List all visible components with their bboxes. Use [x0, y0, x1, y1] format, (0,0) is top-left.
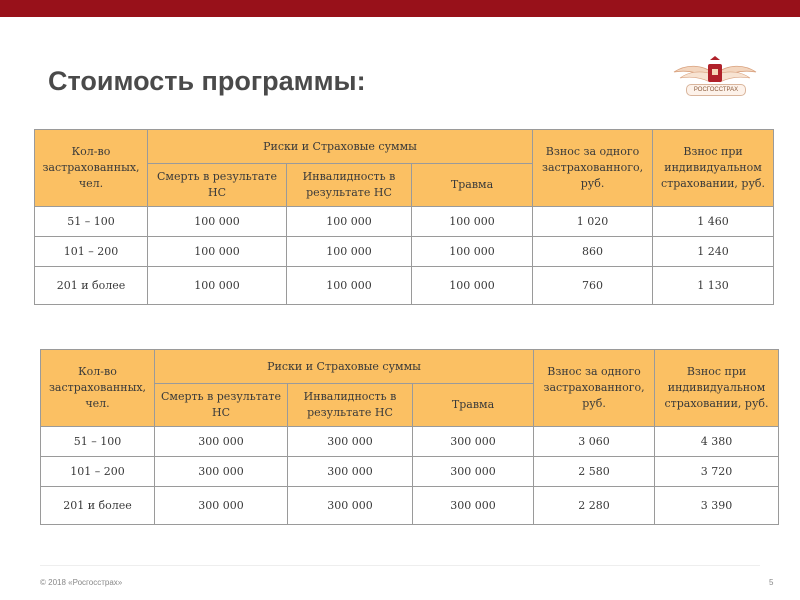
- cell-disability: 100 000: [287, 237, 412, 267]
- cell-premium-one: 2 580: [534, 457, 655, 487]
- cell-death: 100 000: [148, 237, 287, 267]
- top-bar: [0, 0, 800, 17]
- cell-count: 101 – 200: [41, 457, 155, 487]
- cell-count: 101 – 200: [35, 237, 148, 267]
- header-death: Смерть в результате НС: [148, 164, 287, 207]
- cell-death: 100 000: [148, 267, 287, 305]
- cell-premium-individual: 1 460: [653, 207, 774, 237]
- cell-disability: 300 000: [288, 487, 413, 525]
- cell-disability: 100 000: [287, 207, 412, 237]
- cell-death: 100 000: [148, 207, 287, 237]
- table-row: [35, 267, 774, 305]
- header-premium-individual: Взнос при индивидуальном страховании, руб.: [655, 350, 779, 427]
- header-trauma: Травма: [413, 384, 534, 427]
- cell-premium-one: 3 060: [534, 427, 655, 457]
- price-table-1: [34, 129, 774, 305]
- cell-count: 201 и более: [41, 487, 155, 525]
- cell-premium-one: 2 280: [534, 487, 655, 525]
- header-disability: Инвалидность в результате НС: [288, 384, 413, 427]
- header-risks: Риски и Страховые суммы: [155, 350, 534, 384]
- table-row: [35, 237, 774, 267]
- cell-disability: 300 000: [288, 457, 413, 487]
- table-row: [35, 207, 774, 237]
- logo-text: РОСГОССТРАХ: [686, 84, 746, 96]
- page-title: Стоимость программы:: [48, 66, 366, 96]
- header-premium-one: Взнос за одного застрахованного, руб.: [534, 350, 655, 427]
- footer-divider: [40, 565, 760, 566]
- cell-premium-individual: 4 380: [655, 427, 779, 457]
- cell-premium-individual: 1 240: [653, 237, 774, 267]
- table-row: [41, 487, 779, 525]
- table-row: [41, 457, 779, 487]
- cell-count: 51 – 100: [35, 207, 148, 237]
- table-header-row: [35, 130, 774, 164]
- cell-trauma: 100 000: [412, 267, 533, 305]
- cell-trauma: 100 000: [412, 207, 533, 237]
- page-number: 5: [769, 578, 774, 587]
- cell-trauma: 300 000: [413, 427, 534, 457]
- cell-disability: 300 000: [288, 427, 413, 457]
- cell-count: 201 и более: [35, 267, 148, 305]
- cell-trauma: 300 000: [413, 457, 534, 487]
- cell-disability: 100 000: [287, 267, 412, 305]
- header-trauma: Травма: [412, 164, 533, 207]
- cell-death: 300 000: [155, 457, 288, 487]
- cell-death: 300 000: [155, 487, 288, 525]
- footer-copyright: © 2018 «Росгосстрах»: [40, 578, 123, 587]
- header-count: Кол-во застрахованных, чел.: [41, 350, 155, 427]
- cell-trauma: 300 000: [413, 487, 534, 525]
- table-header-row: [41, 350, 779, 384]
- cell-trauma: 100 000: [412, 237, 533, 267]
- header-count: Кол-во застрахованных, чел.: [35, 130, 148, 207]
- table-row: [41, 427, 779, 457]
- cell-premium-one: 1 020: [533, 207, 653, 237]
- cell-premium-individual: 3 720: [655, 457, 779, 487]
- header-premium-individual: Взнос при индивидуальном страховании, руб.: [653, 130, 774, 207]
- cell-death: 300 000: [155, 427, 288, 457]
- header-premium-one: Взнос за одного застрахованного, руб.: [533, 130, 653, 207]
- cell-premium-individual: 3 390: [655, 487, 779, 525]
- header-risks: Риски и Страховые суммы: [148, 130, 533, 164]
- cell-premium-one: 760: [533, 267, 653, 305]
- header-disability: Инвалидность в результате НС: [287, 164, 412, 207]
- header-death: Смерть в результате НС: [155, 384, 288, 427]
- cell-premium-one: 860: [533, 237, 653, 267]
- cell-count: 51 – 100: [41, 427, 155, 457]
- price-table-2: [40, 349, 779, 525]
- cell-premium-individual: 1 130: [653, 267, 774, 305]
